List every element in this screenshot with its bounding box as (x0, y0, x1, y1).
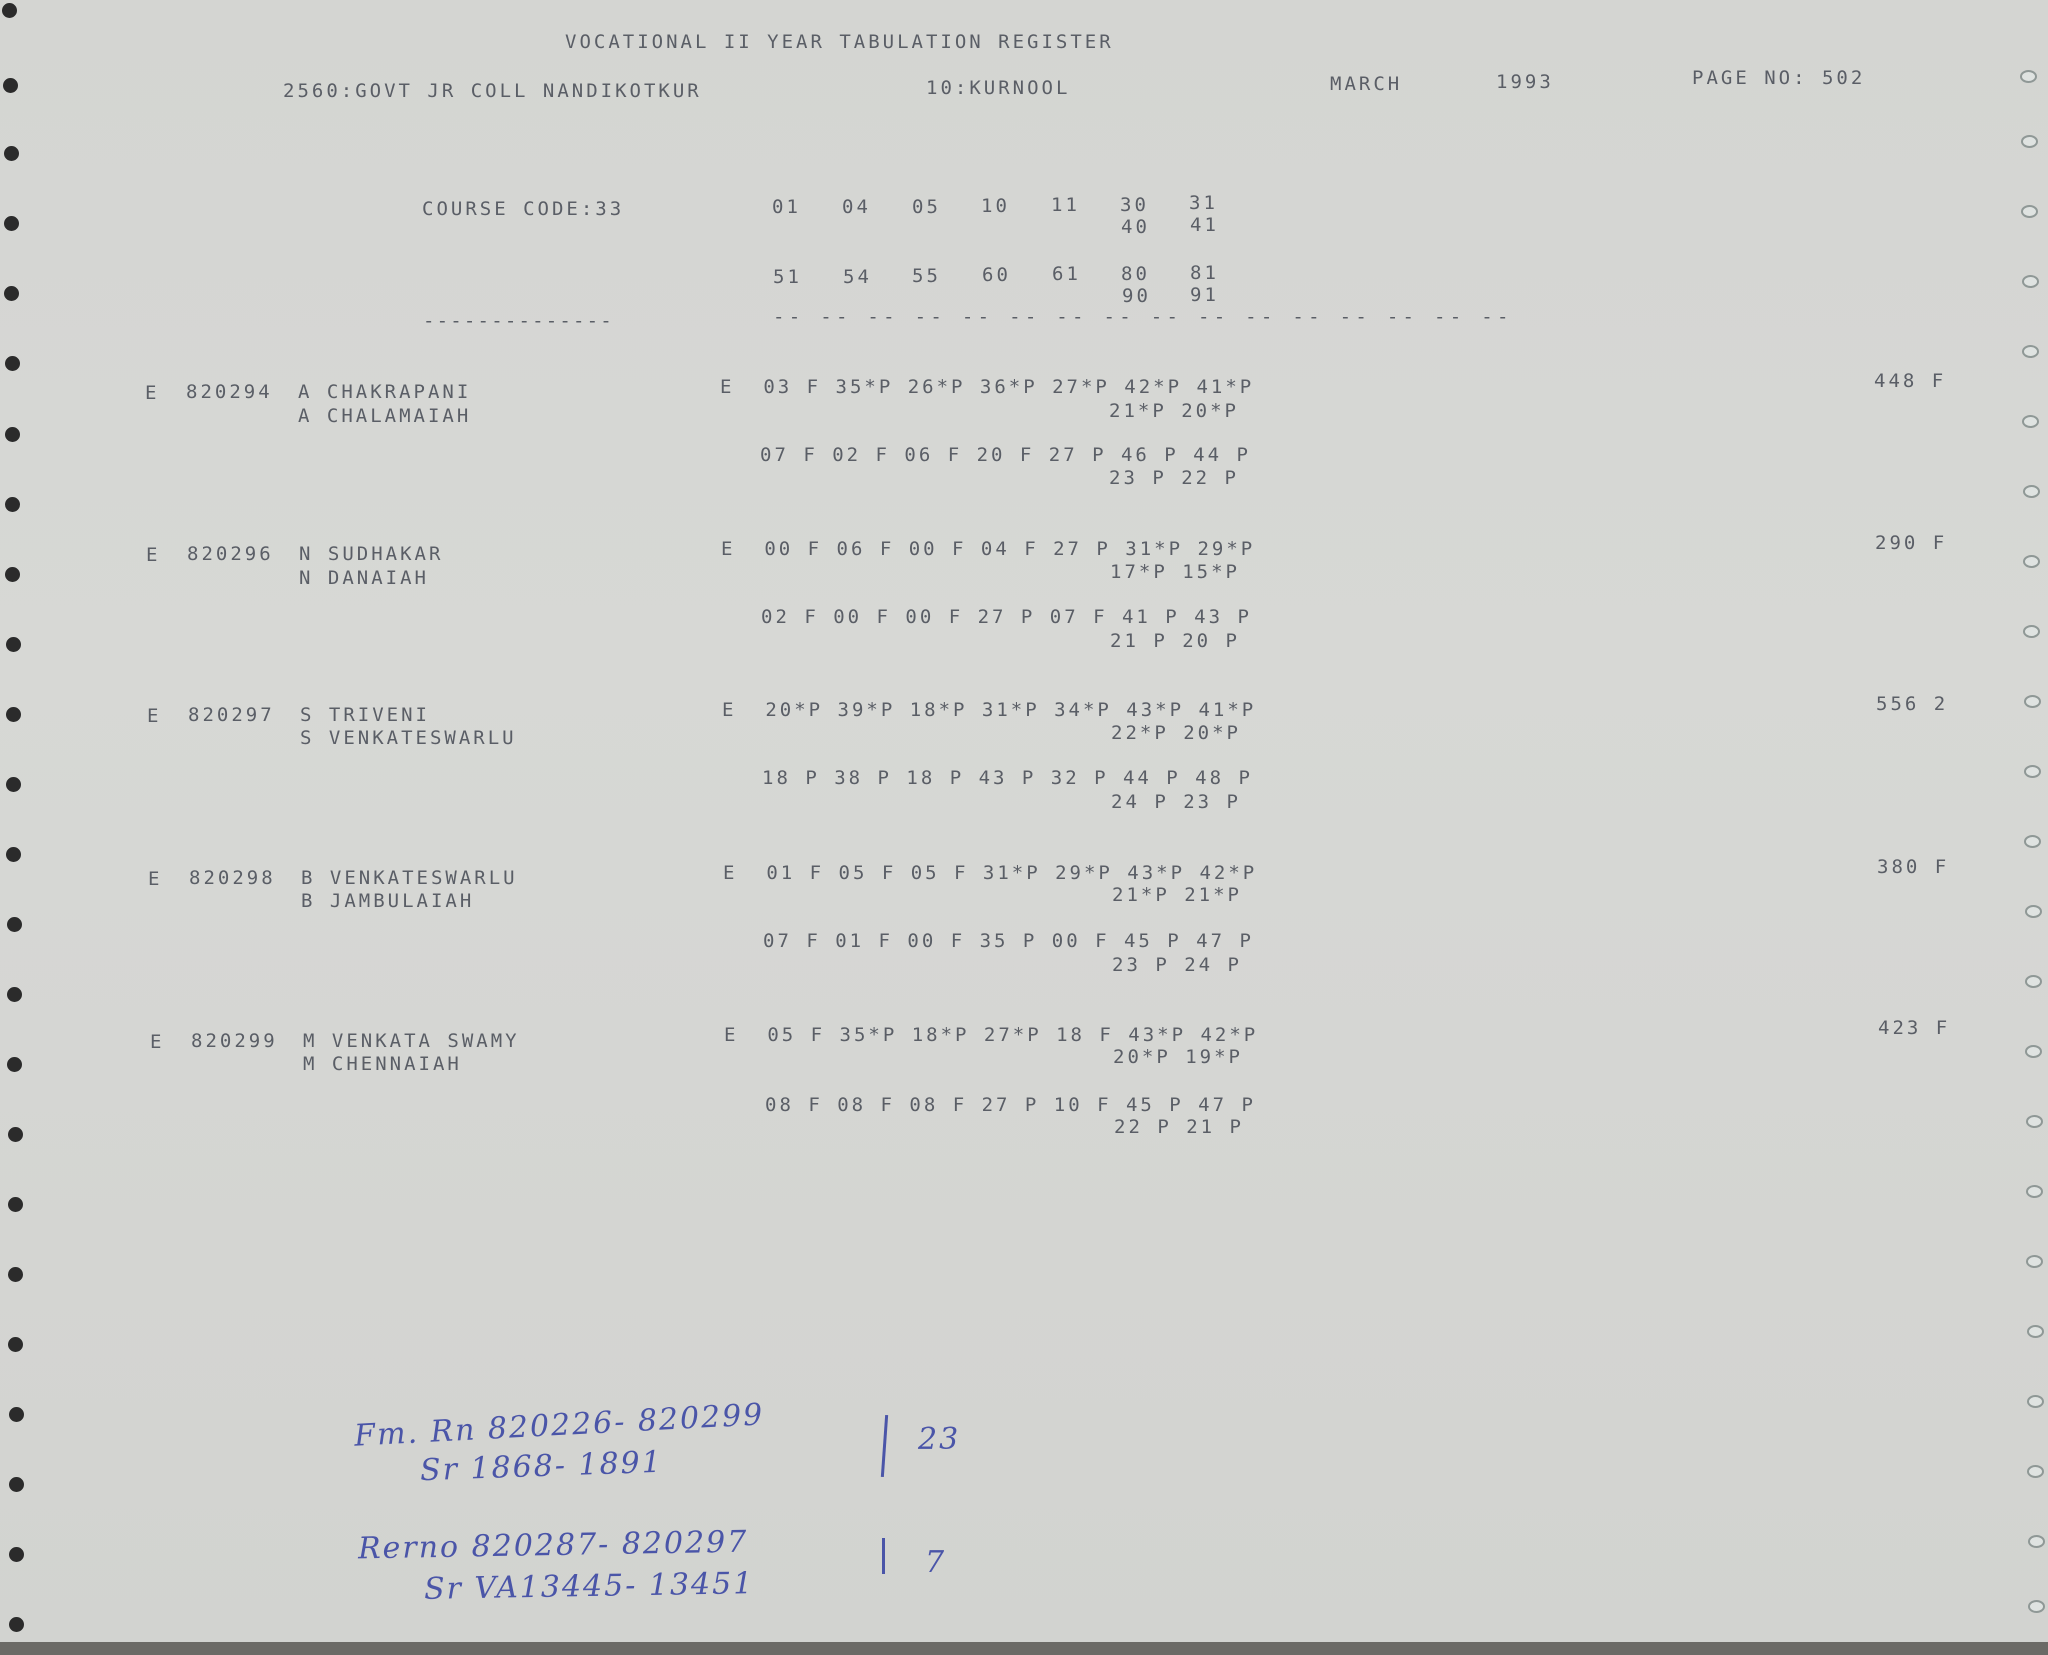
total-result: 380 F (1877, 856, 1950, 878)
college-name: 2560:GOVT JR COLL NANDIKOTKUR (283, 80, 702, 102)
entry-type: E (146, 544, 161, 566)
marks-line-1b: 21*P 20*P (1109, 400, 1239, 422)
marks-line-1b: 21*P 21*P (1112, 884, 1242, 906)
roll-number: 820294 (186, 381, 273, 403)
exam-year: 1993 (1496, 71, 1554, 93)
page-number: PAGE NO: 502 (1692, 67, 1866, 89)
total-result: 423 F (1878, 1017, 1951, 1039)
marks-line-1b: 22*P 20*P (1111, 722, 1241, 744)
exam-month: MARCH (1330, 73, 1403, 95)
total-result: 290 F (1875, 532, 1948, 554)
subject-code: 55 (912, 265, 941, 287)
column-dashes: -- -- -- -- -- -- -- -- -- -- -- -- -- -- -- -- (773, 306, 1513, 328)
marks-line-1: E 05 F 35*P 18*P 27*P 18 F 43*P 42*P (724, 1024, 1259, 1046)
course-code-label: COURSE CODE:33 (422, 198, 625, 220)
marks-line-1b: 20*P 19*P (1113, 1046, 1243, 1068)
subject-code: 91 (1190, 284, 1219, 306)
subject-code: 80 (1121, 263, 1150, 285)
marks-line-2: 02 F 00 F 00 F 27 P 07 F 41 P 43 P (761, 606, 1252, 628)
marks-line-1b: 17*P 15*P (1110, 561, 1240, 583)
subject-code: 54 (843, 266, 872, 288)
roll-number: 820297 (188, 704, 275, 726)
father-name: N DANAIAH (299, 567, 429, 589)
handwritten-count-1: 23 (918, 1422, 961, 1457)
marks-line-2: 07 F 01 F 00 F 35 P 00 F 45 P 47 P (763, 930, 1254, 952)
subject-code: 61 (1052, 263, 1081, 285)
entry-type: E (145, 382, 160, 404)
handwritten-count-2: 7 (925, 1545, 947, 1580)
register-title: VOCATIONAL II YEAR TABULATION REGISTER (565, 31, 1114, 53)
marks-line-2b: 23 P 24 P (1112, 954, 1242, 976)
marks-line-2: 08 F 08 F 08 F 27 P 10 F 45 P 47 P (765, 1094, 1256, 1116)
total-result: 556 2 (1876, 693, 1949, 715)
handwritten-serial-2: Sr VA13445- 13451 (423, 1566, 755, 1607)
subject-code: 04 (842, 196, 871, 218)
father-name: M CHENNAIAH (303, 1053, 462, 1075)
marks-line-2b: 23 P 22 P (1109, 467, 1239, 489)
marks-line-2b: 22 P 21 P (1114, 1116, 1244, 1138)
roll-number: 820298 (189, 867, 276, 889)
marks-line-2: 18 P 38 P 18 P 43 P 32 P 44 P 48 P (762, 767, 1253, 789)
marks-line-2b: 24 P 23 P (1111, 791, 1241, 813)
father-name: S VENKATESWARLU (300, 727, 517, 749)
subject-code: 31 (1189, 192, 1218, 214)
subject-code: 30 (1120, 194, 1149, 216)
marks-line-1: E 03 F 35*P 26*P 36*P 27*P 42*P 41*P (720, 376, 1255, 398)
subject-code: 81 (1190, 262, 1219, 284)
handwritten-divider (882, 1538, 885, 1574)
father-name: B JAMBULAIAH (301, 890, 475, 912)
student-name: S TRIVENI (300, 704, 430, 726)
roll-number: 820299 (191, 1030, 278, 1052)
subject-code: 41 (1190, 214, 1219, 236)
student-name: A CHAKRAPANI (298, 381, 472, 403)
marks-line-2b: 21 P 20 P (1110, 630, 1240, 652)
entry-type: E (147, 705, 162, 727)
subject-code: 11 (1051, 194, 1080, 216)
handwritten-serial-1: Sr 1868- 1891 (419, 1444, 664, 1489)
roll-number: 820296 (187, 543, 274, 565)
marks-line-2: 07 F 02 F 06 F 20 F 27 P 46 P 44 P (760, 444, 1251, 466)
total-result: 448 F (1874, 370, 1947, 392)
district-name: 10:KURNOOL (926, 77, 1071, 99)
handwritten-range-1: Fm. Rn 820226- 820299 (353, 1397, 766, 1454)
subject-code: 05 (912, 196, 941, 218)
subject-code: 90 (1122, 285, 1151, 307)
subject-code: 60 (982, 264, 1011, 286)
student-name: B VENKATESWARLU (301, 867, 518, 889)
subject-code: 10 (981, 195, 1010, 217)
entry-type: E (148, 868, 163, 890)
subject-code: 40 (1121, 216, 1150, 238)
entry-type: E (150, 1031, 165, 1053)
page-bottom-edge (0, 1642, 2048, 1655)
father-name: A CHALAMAIAH (298, 405, 472, 427)
handwritten-range-2: Rerno 820287- 820297 (357, 1524, 749, 1567)
marks-line-1: E 20*P 39*P 18*P 31*P 34*P 43*P 41*P (722, 699, 1257, 721)
student-name: N SUDHAKAR (299, 543, 444, 565)
student-name: M VENKATA SWAMY (303, 1030, 520, 1052)
course-underline: -------------- (423, 310, 614, 332)
marks-line-1: E 01 F 05 F 05 F 31*P 29*P 43*P 42*P (723, 862, 1258, 884)
handwritten-divider (881, 1415, 888, 1477)
subject-code: 51 (773, 266, 802, 288)
subject-code: 01 (772, 196, 801, 218)
marks-line-1: E 00 F 06 F 00 F 04 F 27 P 31*P 29*P (721, 538, 1256, 560)
